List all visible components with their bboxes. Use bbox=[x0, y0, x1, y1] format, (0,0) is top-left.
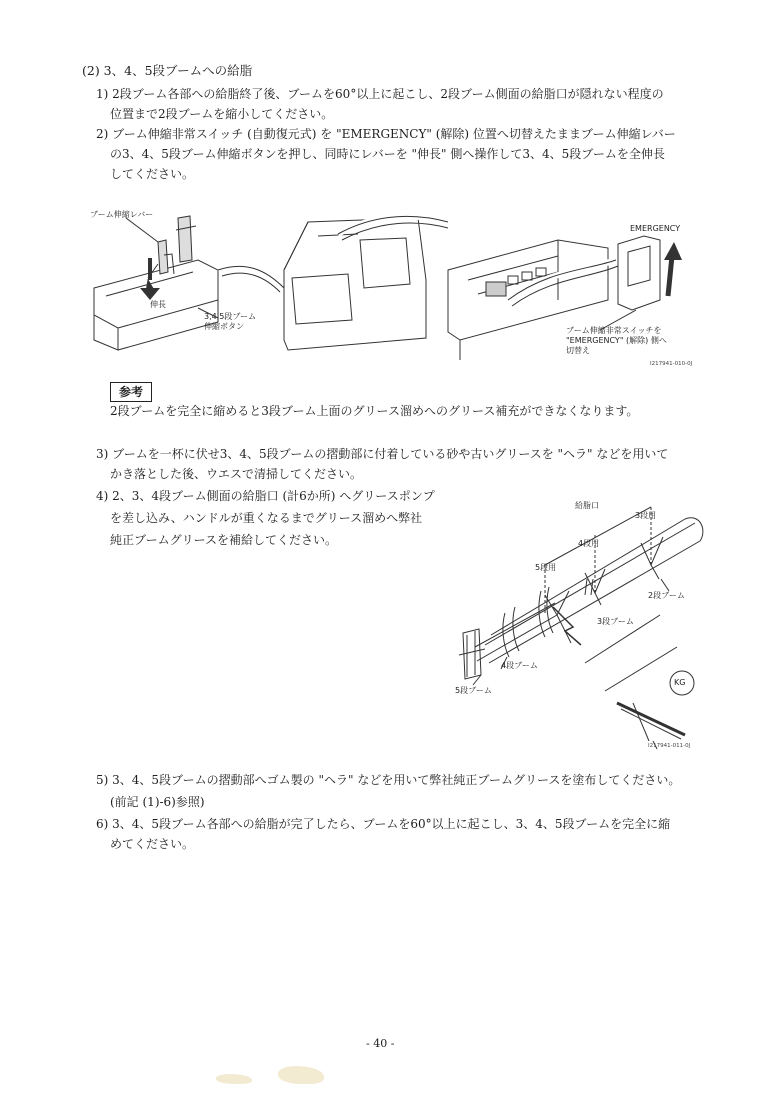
step-5-line-2: (前記 (1)-6)参照) bbox=[110, 795, 205, 809]
scan-stain bbox=[216, 1074, 252, 1084]
scan-stain bbox=[278, 1066, 324, 1084]
step-1-line-2: 位置まで2段ブームを縮小してください。 bbox=[110, 107, 334, 121]
step-2-line-3: してください。 bbox=[110, 167, 195, 181]
fig2-label-boom2: 2段ブーム bbox=[648, 591, 685, 600]
step-6-line-1: 6) 3、4、5段ブーム各部への給脂が完了したら、ブームを60°以上に起こし、3、4、5段ブームを完全に縮 bbox=[96, 817, 671, 831]
fig2-label-5: 5段用 bbox=[535, 563, 557, 572]
fig2-label-boom4: 4段ブーム bbox=[501, 661, 538, 670]
page-number: - 40 - bbox=[366, 1037, 395, 1050]
fig1-label-switch-2: "EMERGENCY" (解除) 側へ bbox=[566, 336, 667, 345]
step-4-line-1: 4) 2、3、4段ブーム側面の給脂口 (計6か所) へグリースポンプ bbox=[96, 489, 435, 503]
fig2-code: I217941-011-0J bbox=[648, 743, 691, 749]
step-3-line-1: 3) ブームを一杯に伏せ3、4、5段ブームの摺動部に付着している砂や古いグリースを "ヘラ" などを用いて bbox=[96, 447, 669, 461]
fig2-label-inlet: 給脂口 bbox=[575, 501, 599, 510]
fig2-label-3: 3段用 bbox=[635, 511, 657, 520]
step-6-line-2: めてください。 bbox=[110, 837, 195, 851]
fig2-label-boom5: 5段ブーム bbox=[455, 686, 492, 695]
reference-text: 2段ブームを完全に縮めると3段ブーム上面のグリース溜めへのグリース補充ができなくなります。 bbox=[110, 404, 639, 418]
figure-1-illustration bbox=[88, 200, 708, 375]
reference-label: 参考 bbox=[110, 382, 152, 402]
step-1-line-1: 1) 2段ブーム各部への給脂終了後、ブームを60°以上に起こし、2段ブーム側面の給脂口が隠れない程度の bbox=[96, 87, 664, 101]
step-3-line-2: かき落とした後、ウエスで清掃してください。 bbox=[110, 467, 363, 481]
step-4-line-2: を差し込み、ハンドルが重くなるまでグリース溜めへ弊社 bbox=[110, 511, 423, 525]
fig1-label-button-2: 伸縮ボタン bbox=[204, 322, 244, 331]
fig1-code: I217941-010-0J bbox=[650, 361, 693, 367]
step-4-line-3: 純正ブームグリースを補給してください。 bbox=[110, 533, 338, 547]
fig1-label-lever: ブーム伸縮レバー bbox=[90, 210, 154, 219]
figure-2-illustration bbox=[445, 495, 710, 755]
step-5-line-1: 5) 3、4、5段ブームの摺動部へゴム製の "ヘラ" などを用いて弊社純正ブームグリースを塗布してください。 bbox=[96, 773, 681, 787]
section-heading: (2) 3、4、5段ブームへの給脂 bbox=[82, 63, 253, 78]
fig1-label-emergency: EMERGENCY bbox=[630, 224, 681, 233]
step-2-line-2: の3、4、5段ブーム伸縮ボタンを押し、同時にレバーを "伸長" 側へ操作して3、4、5段ブームを全伸長 bbox=[110, 147, 665, 161]
step-2-line-1: 2) ブーム伸縮非常スイッチ (自動復元式) を "EMERGENCY" (解除) 位置へ切替えたままブーム伸縮レバー bbox=[96, 127, 676, 141]
fig1-label-extend: 伸長 bbox=[150, 300, 166, 309]
fig2-label-4: 4段用 bbox=[578, 539, 600, 548]
fig1-label-switch-3: 切替え bbox=[566, 346, 590, 355]
fig1-label-switch-1: ブーム伸縮非常スイッチを bbox=[566, 326, 662, 335]
fig1-label-button-1: 3,4,5段ブーム bbox=[204, 312, 257, 321]
fig2-label-kg: KG bbox=[674, 678, 686, 687]
fig2-label-boom3: 3段ブーム bbox=[597, 617, 634, 626]
